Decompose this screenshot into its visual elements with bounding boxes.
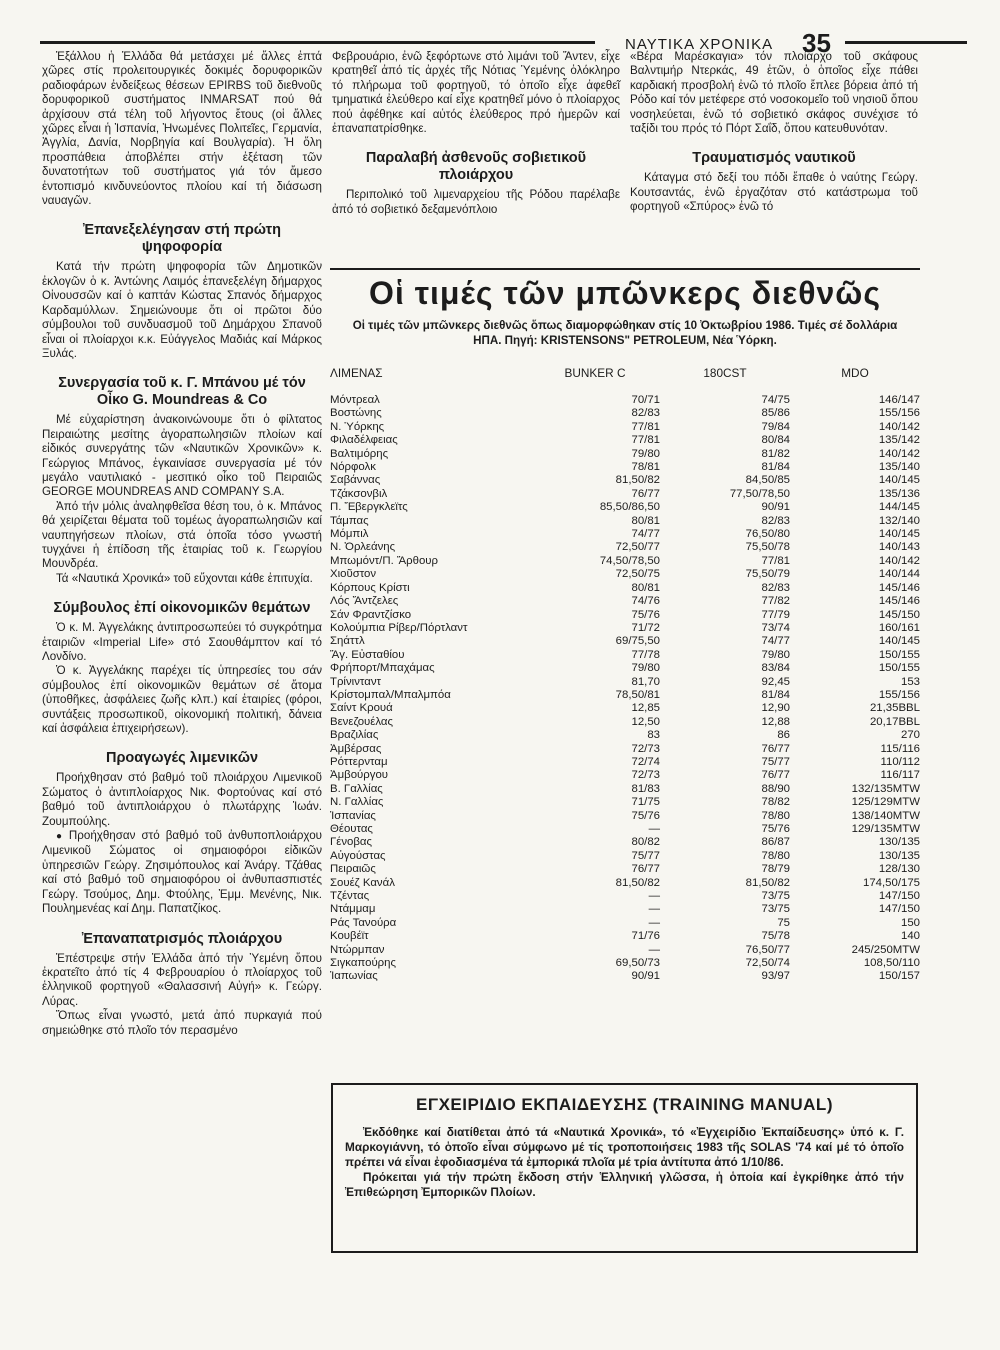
price-cell: 81,50/82 [615,474,660,487]
price-cell: 75/78 [761,930,790,943]
price-cell: 130/135 [878,836,920,849]
port-cell: Σαίντ Κρουά [330,702,393,715]
price-cell: 88/90 [761,782,790,795]
price-cell: 129/135MTW [851,823,920,835]
price-cell: 75/77 [631,849,660,862]
port-cell: Τρίνινταντ [330,675,382,688]
table-row [330,769,920,782]
price-cell: 145/150 [878,608,920,621]
price-cell: 75,50/78 [745,541,790,554]
port-cell: Ἀμβούργου [330,769,389,782]
table-row [330,488,920,501]
price-cell: 71/76 [631,930,660,943]
port-cell: Τάμπας [330,514,369,527]
price-cell: 77/81 [761,554,790,567]
price-cell: 155/156 [878,688,920,701]
port-cell: Β. Γαλλίας [330,782,383,795]
port-cell: Μόμπιλ [330,528,369,541]
price-cell: 78,50/81 [615,688,660,701]
price-cell: 80/82 [631,836,660,849]
table-row [330,689,920,702]
price-cell: 20,17BBL [869,715,920,728]
article-paragraph: Ὁ κ. Ἀγγελάκης παρέχει τίς ὑπηρεσίες του σάν σύμβουλος ἐπί οἰκονομικῶν θεμάτων σέ ἄτομα (ὑποθῆκες, ἀσφάλειες ζωῆς κλπ.) καί ἑταιρίες (φόροι, συντάξεις προσωπικοῦ, οἰκονομική πολιτική, δάνεια καί ἀσφάλεια ἐπιχειρήσεων). [42,664,322,736]
port-cell: Βενεζουέλας [330,715,393,728]
price-cell: 73/74 [761,621,790,634]
table-row [330,970,920,983]
price-cell: 90/91 [761,501,790,514]
article-paragraph: Προήχθησαν στό βαθμό τοῦ πλοιάρχου Λιμενικοῦ Σώματος ὁ ἀντιπλοίαρχος Νικ. Φορτούνας καί στό βαθμό τοῦ ἀντιπλοιάρχου ὁ πλωτάρχης Ἰωάν. Ζουμπούλης. [42,771,322,828]
price-cell: 80/81 [631,514,660,527]
table-row [330,662,920,675]
article-paragraph: Τά «Ναυτικά Χρονικά» τοῦ εὔχονται κάθε ἐπιτυχία. [56,571,313,585]
price-cell: 75/76 [631,809,660,822]
price-cell: 81/82 [761,447,790,460]
price-cell: 140/145 [878,474,920,487]
port-cell: Φρήπορτ/Μπαχάμας [330,662,435,675]
price-cell: 76/77 [631,487,660,500]
article-paragraph: Κατά τήν πρώτη ψηφοφορία τῶν Δημοτικῶν ἐκλογῶν ὁ κ. Ἀντώνης Λαιμός ἐπανεξελέγη δήμαρχος Οἰνουσσῶν καί ὁ καπτάν Κώστας Σπανός δήμαρχος Καρδαμύλλων. Σημειώνουμε ὅτι οἱ πρῶτοι δύο σύμβουλοι τοῦ συνδυασμοῦ τοῦ Δημάρχου Σπανοῦ εἶναι οἱ πλοίαρχοι κ.κ. Εὐάγγελος Μαδιάς καί Μάρκος Ξυλάς. [42,260,322,360]
port-cell: Κολούμπια Ρίβερ/Πόρτλαντ [330,621,468,634]
article-paragraph: «Βέρα Μαρέσκαγια» τόν πλοίαρχο τοῦ σκάφους Βαλντιμήρ Ντερκάς, 49 ἐτῶν, ὁ ὁποῖος εἶχε πάθει καρδιακή προσβολή ἐνῶ τό πλοῖο ἔπλεε βόρεια ἀπό τή Ρόδο καί τόν μετέφερε στό νοσοκομεῖο τοῦ νησιοῦ ὅπου νοσηλεύεται, ἐνῶ τό σοβιετικό σκάφος συνέχισε τό ταξίδι του πρός τό Πόρτ Σαΐδ, ὅπου κατευθυνόταν. [630,50,918,136]
price-cell: 21,35BBL [869,702,920,715]
price-cell: 108,50/110 [863,957,920,970]
price-cell: 82/83 [761,581,790,594]
price-cell: 73/75 [761,903,790,916]
manual-paragraph: Πρόκειται γιά τήν πρώτη ἔκδοση στήν Ἑλληνική γλῶσσα, ἡ ὁποία καί ἐγκρίθηκε ἀπό τήν Ἐπιθεώρηση Ἐμπορικῶν Πλοίων. [345,1170,904,1199]
price-cell: 270 [900,729,920,742]
price-cell: 76/77 [761,742,790,755]
manual-paragraph: Ἐκδόθηκε καί διατίθεται ἀπό τά «Ναυτικά Χρονικά», τό «Ἐγχειρίδιο Ἐκπαίδευσης» ὑπό κ. Γ. Μαρκογιάννη, τό ὁποῖο εἶναι σύμφωνο μέ τίς τροποποιήσεις 1983 τῆς SOLAS '74 καί μέ τό ὁποῖο πρέπει νά εἶναι ἐφοδιασμένα τά ἐμπορικά πλοῖα μέ τρία ἀντίτυπα ἀπό 1/10/86. [345,1125,904,1169]
section-heading: Συνεργασία τοῦ κ. Γ. Μπάνου μέ τόν Οἶκο G. Moundreas & Co [58,375,306,409]
price-cell: 77/79 [761,608,790,621]
price-cell: 81/83 [631,782,660,795]
bullet-paragraph [42,829,322,916]
port-cell: Βοστώνης [330,407,382,420]
section-heading: Ἐπανεξελέγησαν στή πρώτη ψηφοφορία [83,222,281,256]
price-cell: 82/83 [761,514,790,527]
price-cell: 76,50/80 [745,528,790,541]
port-cell: Ρόττερνταμ [330,755,388,768]
price-cell: 74/77 [631,528,660,541]
port-cell: Αὐγούστας [330,849,386,862]
price-cell: 130/135 [878,849,920,862]
price-cell: 245/250MTW [851,943,920,956]
table-row [330,582,920,595]
table-row [330,930,920,943]
price-cell: 140/144 [878,568,920,581]
price-cell: 82/83 [631,407,660,420]
table-row [330,635,920,648]
price-cell: 92,45 [761,675,790,688]
price-cell: 150 [900,916,920,929]
price-cell: 74/77 [761,635,790,648]
table-row [330,823,920,836]
price-cell: 150/157 [878,970,920,983]
price-cell: 79/84 [761,420,790,433]
price-cell: 135/140 [878,461,920,474]
price-cell: 70/71 [631,394,660,406]
price-cell: 77,50/78,50 [729,487,790,500]
price-cell: 78/82 [761,796,790,809]
price-cell: 75,50/79 [745,568,790,581]
table-row [330,743,920,756]
port-cell: Μόντρεαλ [330,394,380,406]
port-cell: Ἀμβέρσας [330,742,382,755]
price-cell: 140/143 [878,541,920,554]
price-cell: 116/117 [880,769,920,782]
port-cell: Λός Ἄντζελες [330,595,399,608]
price-cell: 155/156 [878,407,920,420]
port-cell: Ράς Τανούρα [330,916,397,929]
price-cell: 147/150 [878,890,920,903]
price-cell: 80/84 [761,434,790,447]
price-cell: 153 [900,675,920,688]
price-cell: 78/79 [761,863,790,876]
port-cell: Σαβάννας [330,474,381,487]
price-cell: 78/80 [761,849,790,862]
port-cell: Ἅγ. Εὐσταθίου [330,648,405,661]
table-row [330,944,920,957]
table-row [330,810,920,823]
price-cell: 74/75 [761,394,790,406]
table-row [330,568,920,581]
column-header: BUNKER C [564,366,626,380]
manual-text [345,1125,904,1200]
price-cell: 77/81 [631,420,660,433]
price-cell: 71/72 [631,621,660,634]
publication-title: ΝΑΥΤΙΚΑ ΧΡΟΝΙΚΑ [625,36,774,53]
table-row [330,890,920,903]
price-cell: 140/142 [878,447,920,460]
price-cell: 72,50/77 [615,541,660,554]
table-row [330,541,920,554]
manual-title: ΕΓΧΕΙΡΙΔΙΟ ΕΚΠΑΙΔΕΥΣΗΣ (TRAINING MANUAL) [416,1095,833,1114]
article-paragraph: Ὅπως εἶναι γνωστό, μετά ἀπό πυρκαγιά πού σημειώθηκε στό πλοῖο τόν περασμένο [42,1009,322,1037]
price-cell: — [648,903,660,916]
table-row [330,622,920,635]
port-cell: Ἰσπανίας [330,809,376,822]
table-row [330,836,920,849]
price-cell: 145/146 [878,581,920,594]
article-paragraph: Περιπολικό τοῦ λιμεναρχείου τῆς Ρόδου παρέλαβε ἀπό τό σοβιετικό δεξαμενόπλοιο [332,188,620,216]
port-cell: Σηάττλ [330,635,365,648]
table-row [330,903,920,916]
article-paragraph: Ἀπό τήν μόλις ἀναληφθεῖσα θέση του, ὁ κ. Μπάνος θά χειρίζεται θέματα τοῦ τομέως ἀγοραπωλησιῶν καί ναυπηγήσεων πλοίων, στά ὁποῖα τόσο γνωστή τυγχάνει ἡ ἐπίδοση τῆς ἑταιρίας τοῦ κ. Γεωργίου Μουνδρέα. [42,499,322,571]
column-header: 180CST [703,366,747,380]
price-cell: 78/80 [761,809,790,822]
price-cell: 160/161 [878,621,920,634]
price-cell: 128/130 [878,863,920,876]
table-row [330,649,920,662]
price-cell: 12,50 [631,715,660,728]
column-header: ΛΙΜΕΝΑΣ [330,366,383,380]
price-cell: 75/76 [631,608,660,621]
price-cell: 85,50/86,50 [599,501,660,514]
price-cell: 86/87 [761,836,790,849]
price-cell: 72,50/75 [615,568,660,581]
price-cell: 79/80 [631,447,660,460]
price-cell: 75/76 [761,823,790,835]
table-row [330,702,920,715]
table-row [330,474,920,487]
price-cell: 69,50/73 [615,957,660,970]
port-cell: Κουβέϊτ [330,930,369,943]
page-number: 35 [802,28,831,58]
port-cell: Σάν Φραντζίσκο [330,608,412,621]
table-row [330,716,920,729]
price-cell: 77/81 [631,434,660,447]
price-cell: 79/80 [631,662,660,675]
price-cell: 132/135MTW [851,782,920,795]
column-middle [332,50,620,217]
price-cell: 77/78 [631,648,660,661]
table-row [330,448,920,461]
bunker-subtitle: Οἱ τιμές τῶν μπῶνκερς διεθνῶς ὅπως διαμορφώθηκαν στίς 10 Ὀκτωβρίου 1986. Τιμές σέ δολλάρια ΗΠΑ. Πηγή: KRISTENSONS" PETROLEUM, Νέα Ὑόρκη. [352,319,898,347]
article-paragraph: Κάταγμα στό δεξί του πόδι ἔπαθε ὁ ναύτης Γεώργ. Κουτσαντάς, ἐνῶ ἐργαζόταν στό κατάστρωμα τοῦ φορτηγοῦ «Σπύρος» ἐνῶ τό [630,171,918,214]
training-manual-box [331,1083,918,1253]
bunker-prices-section [330,268,920,984]
port-cell: Σιγκαπούρης [330,957,396,970]
table-row [330,555,920,568]
price-cell: 140/142 [878,420,920,433]
price-cell: 81,50/82 [745,876,790,889]
port-cell: Μπωμόντ/Π. Ἄρθουρ [330,554,439,567]
price-cell: 140/145 [878,528,920,541]
price-cell: 144/145 [878,501,920,514]
price-cell: 72/74 [631,755,660,768]
price-cell: 83 [647,729,660,742]
table-body [330,394,920,984]
article-paragraph: Ἐπέστρεψε στήν Ἑλλάδα ἀπό τήν Ὑεμένη ὅπου ἐκρατεῖτο ἀπό τίς 4 Φεβρουαρίου ὁ πλοίαρχος τοῦ ἑλληνικοῦ φορτηγοῦ «Θαλασσινή Αὐγή» κ. Γεώργ. Λύρας. [42,951,322,1008]
bunker-title: Οἱ τιμές τῶν μπῶνκερς διεθνῶς [330,268,920,312]
table-row [330,850,920,863]
table-row [330,434,920,447]
price-cell: 81/84 [761,461,790,474]
section-heading: Παραλαβή ἀσθενοῦς σοβιετικοῦ πλοιάρχου [365,150,587,184]
table-row [330,394,920,407]
table-row [330,783,920,796]
price-cell: 78/81 [631,461,660,474]
article-paragraph: Ὁ κ. Μ. Ἀγγελάκης ἀντιπροσωπεύει τό συγκρότημα ἑταιριῶν «Imperial Life» στό Σαουθάμπτον καί τό Λονδίνο. [42,621,322,663]
table-row [330,917,920,930]
section-heading: Σύμβουλος ἐπί οἰκονομικῶν θεμάτων [53,600,311,617]
table-row [330,407,920,420]
price-cell: 146/147 [878,394,920,406]
price-cell: 138/140MTW [851,809,920,822]
intro-paragraph: Ἐξάλλου ἡ Ἑλλάδα θά μετάσχει μέ ἄλλες ἑπτά χῶρες στίς προλειτουργικές δοκιμές δορυφορικῶν ραδιοφάρων ἐνδείξεως θέσεων EPIRBS τοῦ διεθνοῦς δορυφορικοῦ συστήματος INMARSAT πού θά ἀρχίσουν στά τέλη τοῦ λήγοντος ἔτους (οἱ ἄλλες χῶρες εἶναι ἡ Ἰσπανία, Ἡνωμένες Πολιτεῖες, Γερμανία, Ἀγγλία, Δανία, Νορβηγία καί Βουλγαρία). Ἡ ὅλη προσπάθεια ἀποβλέπει στήν ἐξέταση τῶν δυνατοτήτων τοῦ συστήματος γιά τόν ἄμεσο ἐντοπισμό κινδυνεύοντος πλοίου καί τή διάσωση ναυαγῶν. [42,50,322,208]
price-cell: 83/84 [761,662,790,675]
port-cell: Γένοβας [330,836,373,849]
price-cell: 145/146 [878,595,920,608]
price-cell: 73/75 [761,890,790,903]
price-cell: 74,50/78,50 [599,554,660,567]
section-heading: Προαγωγές λιμενικῶν [105,750,259,767]
price-cell: 150/155 [878,648,920,661]
price-cell: 76/77 [761,769,790,782]
port-cell: Ντώρμπαν [330,943,385,956]
table-row [330,609,920,622]
price-cell: 81,50/82 [615,876,660,889]
price-cell: 80/81 [631,581,660,594]
port-cell: Τζέντας [330,890,370,903]
header-rule-right [845,41,967,44]
bullet-text: Προήχθησαν στό βαθμό τοῦ ἀνθυποπλοιάρχου Λιμενικοῦ Σώματος οἱ σημαιοφόροι εἰδικῶν ὑπηρεσιῶν Γεώργ. Ζησιμόπουλος καί Ἀνάργ. Τζάθας καί στό βαθμό τοῦ σημαιοφόρου οἱ ἀνθυπασπιστές Γεώργ. Τσούμος, Δημ. Φτούλης, Ἐμμ. Μενένης, Νικ. Πουλημενέας καί Δημ. Παπατζίκος. [42,829,322,916]
port-cell: Ἰαπωνίας [330,970,378,983]
port-cell: Ν. Ὑόρκης [330,420,385,433]
price-cell: 76,50/77 [745,943,790,956]
price-cell: 77/82 [761,595,790,608]
price-cell: 76/77 [631,863,660,876]
section-heading: Τραυματισμός ναυτικοῦ [692,150,856,167]
table-row [330,756,920,769]
column-left [42,50,322,1038]
table-header-row [330,366,920,394]
port-cell: Θέουτας [330,823,373,835]
price-cell: 135/142 [878,434,920,447]
price-cell: — [648,890,660,903]
price-cell: 147/150 [878,903,920,916]
price-cell: 72,50/74 [745,957,790,970]
price-cell: 85/86 [761,407,790,420]
table-row [330,595,920,608]
port-cell: Κόρπους Κρίστι [330,581,410,594]
port-cell: Χιοῦστον [330,568,377,581]
port-cell: Φιλαδέλφειας [330,434,398,447]
port-cell: Κρίστομπαλ/Μπαλμπόα [330,688,451,701]
table-row [330,877,920,890]
table-row [330,461,920,474]
column-right [630,50,918,215]
table-row [330,421,920,434]
price-cell: — [648,916,660,929]
port-cell: Ντάμμαμ [330,903,376,916]
port-cell: Βραζιλίας [330,729,379,742]
section-heading: Ἐπαναπατρισμός πλοιάρχου [81,930,283,947]
port-cell: Νόρφολκ [330,461,376,474]
price-cell: 150/155 [878,662,920,675]
port-cell: Ν. Γαλλίας [330,796,384,809]
price-cell: 69/75,50 [615,635,660,648]
table-row [330,676,920,689]
price-cell: 12,88 [761,715,790,728]
price-cell: 132/140 [878,514,920,527]
price-cell: 140/145 [878,635,920,648]
price-cell: 74/76 [631,595,660,608]
price-cell: 174,50/175 [862,876,920,889]
price-cell: 72/73 [631,742,660,755]
price-cell: 135/136 [878,487,920,500]
price-cell: 79/80 [761,648,790,661]
port-cell: Τζάκσονβιλ [330,487,388,500]
price-cell: 75/77 [761,755,790,768]
article-paragraph: Φεβρουάριο, ἐνῶ ξεφόρτωνε στό λιμάνι τοῦ Ἄντεν, εἶχε κρατηθεῖ ἀπό τίς ἀρχές τῆς Νότιας Ὑεμένης ὁλόκληρο τό πλήρωμα τοῦ φορτηγοῦ, τό ὁποῖο εἶχε ἀφεθεῖ τμηματικά ἐλεύθερο καί εἶχε κρατηθεῖ μόνο ὁ πλοίαρχος πού ἀφέθηκε καί αὐτός ἐλεύθερος πρό ἡμερῶν καί ἐπαναπατρίσθηκε. [332,50,620,136]
price-cell: 12,85 [631,702,660,715]
table-row [330,501,920,514]
port-cell: Π. Ἔβεργκλεϊτς [330,501,408,514]
price-cell: 12,90 [761,702,790,715]
price-cell: 86 [777,729,790,742]
price-cell: 81/84 [761,688,790,701]
price-cell: 93/97 [761,970,790,983]
column-header: MDO [841,366,869,380]
table-row [330,957,920,970]
port-cell: Σουέζ Κανάλ [330,876,395,889]
table-row [330,729,920,742]
price-cell: 115/116 [880,742,920,755]
port-cell: Πειραιῶς [330,863,376,876]
price-cell: 81,70 [631,675,660,688]
table-row [330,528,920,541]
price-cell: 72/73 [631,769,660,782]
table-row [330,796,920,809]
article-paragraph: Μέ εὐχαρίστηση ἀνακοινώνουμε ὅτι ὁ φίλτατος Πειραιώτης μεσίτης ἀγοραπωλησιῶν πλοίων καί εἰδικός συνεργάτης τῶν «Ναυτικῶν Χρονικῶν» κ. Γεώργιος Μπάνος, ἐγκαινίασε συνεργασία μέ τόν μεγάλο ναυτιλιακό - μεσιτικό οἶκο τοῦ Πειραιῶς GEORGE MOUNDREAS AND COMPANY S.A. [42,413,322,499]
price-cell: 90/91 [631,970,660,983]
price-cell: 84,50/85 [745,474,790,487]
bunker-prices-table [330,366,920,984]
price-cell: 140 [900,930,920,943]
price-cell: 125/129MTW [851,796,920,809]
table-row [330,515,920,528]
port-cell: Βαλτιμόρης [330,447,389,460]
port-cell: Ν. Ὀρλεάνης [330,541,396,554]
price-cell: — [648,943,660,956]
price-cell: 75 [777,916,790,929]
price-cell: 140/142 [878,554,920,567]
price-cell: 71/75 [631,796,660,809]
header-rule-left [40,41,595,44]
price-cell: — [648,823,660,835]
table-row [330,863,920,876]
price-cell: 110/112 [880,755,920,768]
